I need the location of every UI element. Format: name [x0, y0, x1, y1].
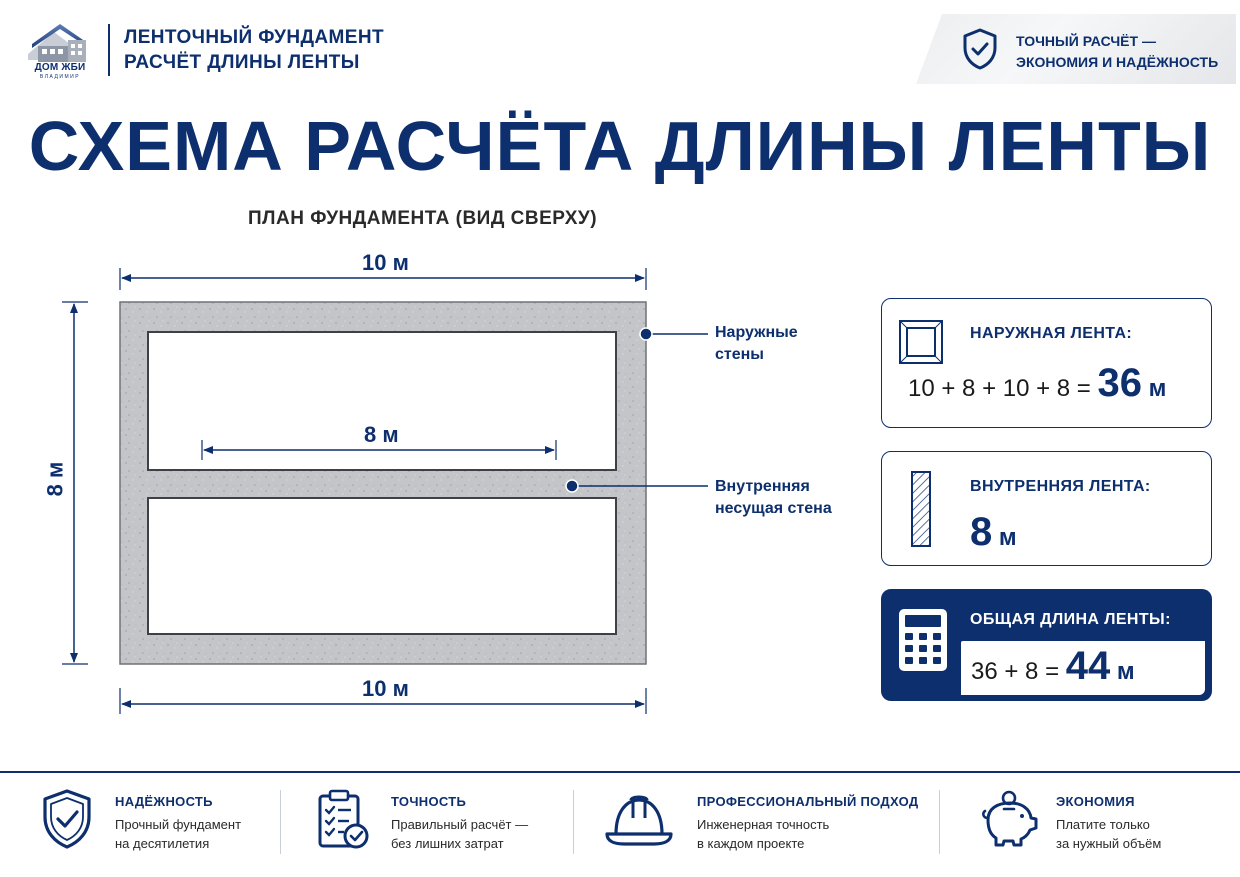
- footer-divider-line: [0, 771, 1240, 773]
- feature-accuracy-text: Правильный расчёт — без лишних затрат: [391, 817, 529, 851]
- feature-reliability-title: НАДЁЖНОСТЬ: [115, 794, 213, 809]
- left-dimension-label: 8 м: [42, 461, 68, 497]
- total-length-unit: м: [1116, 658, 1135, 685]
- header-divider: [108, 24, 110, 76]
- shield-check-icon: [40, 788, 94, 850]
- outer-strip-result: 36: [1097, 361, 1142, 405]
- total-length-box: [961, 641, 1205, 695]
- bottom-dimension-label: 10 м: [362, 676, 409, 701]
- feature-divider: [280, 790, 281, 854]
- badge-line1: ТОЧНЫЙ РАСЧЁТ —: [1016, 33, 1156, 49]
- outer-strip-expression: 10 + 8 + 10 + 8 =: [908, 375, 1091, 402]
- feature-economy-text: Платите только за нужный объём: [1056, 817, 1162, 851]
- total-length-formula: [971, 644, 1135, 689]
- feature-professional-title: ПРОФЕССИОНАЛЬНЫЙ ПОДХОД: [697, 794, 919, 809]
- calculator-icon: [897, 607, 949, 673]
- outer-strip-label: НАРУЖНАЯ ЛЕНТА:: [970, 325, 1133, 342]
- callout-inner-dot: [566, 480, 578, 492]
- hard-hat-icon: [604, 788, 674, 850]
- callout-outer-walls: Наружные стены: [715, 324, 798, 363]
- outer-strip-unit: м: [1148, 375, 1167, 402]
- top-dimension-label: 10 м: [362, 250, 409, 275]
- feature-divider: [573, 790, 574, 854]
- checklist-icon: [316, 788, 370, 850]
- piggy-bank-icon: [978, 788, 1040, 850]
- inner-dimension-label: 8 м: [364, 422, 399, 447]
- feature-reliability-text: Прочный фундамент на десятилетия: [115, 817, 242, 851]
- logo-subtitle: ВЛАДИМИР: [39, 74, 81, 80]
- total-length-expression: 36 + 8 =: [971, 658, 1060, 685]
- total-length-result: 44: [1065, 644, 1111, 688]
- header-title: [124, 25, 384, 75]
- badge-line2: ЭКОНОМИЯ И НАДЁЖНОСТЬ: [1016, 54, 1219, 70]
- logo-text: ДОМ ЖБИ: [34, 62, 86, 73]
- inner-strip-unit: м: [998, 524, 1017, 551]
- inner-strip-label: ВНУТРЕННЯЯ ЛЕНТА:: [970, 478, 1151, 495]
- outer-strip-card: [881, 298, 1212, 428]
- header-badge-text: [1016, 31, 1218, 73]
- feature-economy-title: ЭКОНОМИЯ: [1056, 794, 1135, 809]
- square-frame-icon: [898, 319, 944, 365]
- room-bottom: [148, 498, 616, 634]
- feature-accuracy-title: ТОЧНОСТЬ: [391, 794, 467, 809]
- header-title-line2: РАСЧЁТ ДЛИНЫ ЛЕНТЫ: [124, 52, 360, 73]
- main-title: СХЕМА РАСЧЁТА ДЛИНЫ ЛЕНТЫ: [28, 107, 1212, 185]
- total-length-label: ОБЩАЯ ДЛИНА ЛЕНТЫ:: [970, 611, 1171, 628]
- inner-strip-card: [881, 451, 1212, 566]
- plan-title: ПЛАН ФУНДАМЕНТА (ВИД СВЕРХУ): [248, 208, 598, 229]
- feature-professional-text: Инженерная точность в каждом проекте: [697, 817, 830, 851]
- callout-inner-wall: Внутренняя несущая стена: [715, 478, 832, 517]
- callout-outer-dot: [640, 328, 652, 340]
- hatched-bar-icon: [910, 470, 932, 548]
- header-title-line1: ЛЕНТОЧНЫЙ ФУНДАМЕНТ: [124, 27, 384, 48]
- outer-strip-formula: [908, 361, 1166, 406]
- total-length-card: [881, 589, 1212, 701]
- inner-strip-result: 8: [970, 510, 993, 554]
- feature-divider: [939, 790, 940, 854]
- shield-check-icon: [962, 28, 998, 70]
- inner-strip-value: [970, 510, 1017, 555]
